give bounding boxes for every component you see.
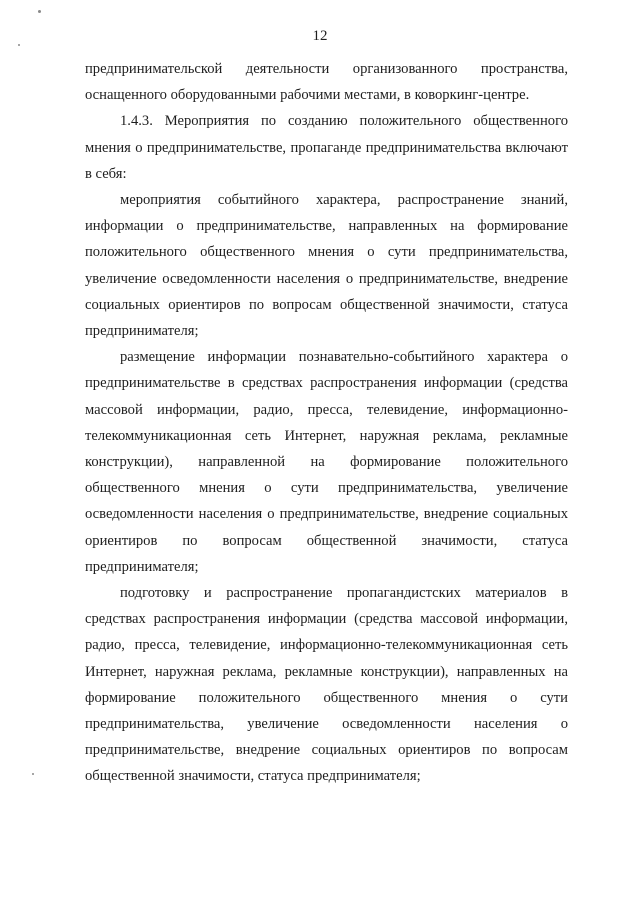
document-body bbox=[85, 56, 568, 790]
paragraph-section-1-4-3: 1.4.3. Мероприятия по созданию положительного общественного мнения о предпринимательстве, пропаганде предпринимательства включают в себя: bbox=[85, 113, 568, 182]
paragraph-propaganda-materials: подготовку и распространение пропагандистских материалов в средствах распространения информации (средства массовой информации, радио, пресса, телевидение, информационно-телекоммуникационная сеть Интернет, наружная реклама, рекламные конструкции), направленных на формирование положительного общественного мнения о сути предпринимательства, увеличение осведомленности населения о предпринимательстве, внедрение социальных ориентиров по вопросам общественной значимости, статуса предпринимателя; bbox=[85, 585, 568, 785]
paragraph-continuation: предпринимательской деятельности организованного пространства, оснащенного оборудованными рабочими местами, в коворкинг-центре. bbox=[85, 61, 568, 104]
scan-dot-mark bbox=[38, 10, 41, 13]
paragraph-events: мероприятия событийного характера, распространение знаний, информации о предпринимательстве, направленных на формирование положительного общественного мнения о сути предпринимательства, увеличение осведомленности населения о предпринимательстве, внедрение социальных ориентиров по вопросам общественной значимости, статуса предпринимателя; bbox=[85, 192, 568, 340]
page-number: 12 bbox=[312, 28, 328, 44]
paragraph-information-placement: размещение информации познавательно-событийного характера о предпринимательстве в средствах распространения информации (средства массовой информации, радио, пресса, телевидение, информационно-телекоммуникационная сеть Интернет, наружная реклама, рекламные конструкции), направленной на формирование положительного общественного мнения о сути предпринимательства, увеличение осведомленности населения о предпринимательстве, внедрение социальных ориентиров по вопросам общественной значимости, статуса предпринимателя; bbox=[85, 349, 568, 575]
scan-dot-mark bbox=[32, 773, 34, 775]
